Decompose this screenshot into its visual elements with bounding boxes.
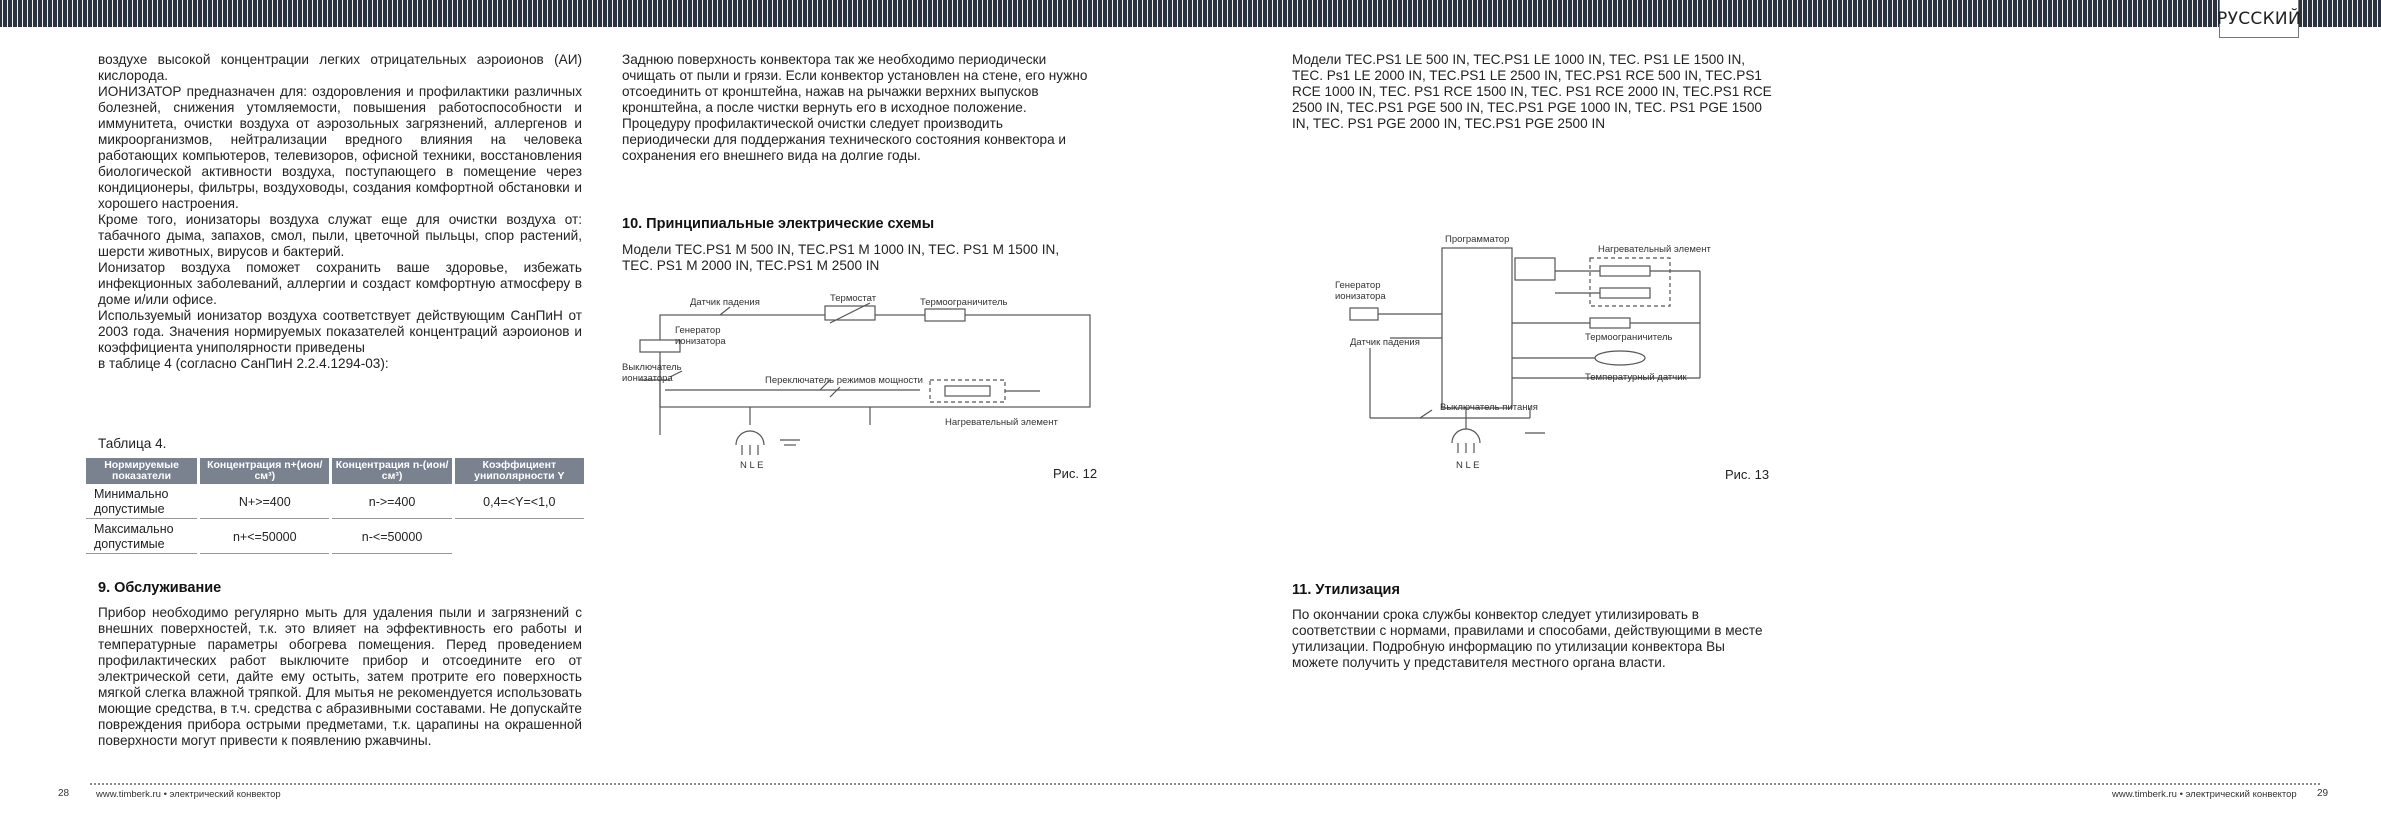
table-header: Нормируемые показатели <box>86 458 197 484</box>
table-row <box>86 521 584 554</box>
paragraph: Ионизатор воздуха поможет сохранить ваше здоровье, избежать инфекционных заболеваний, аллергии и создаст комфортную атмосферу в доме и/или офисе. <box>98 260 582 307</box>
table-cell: n+<=50000 <box>200 521 329 554</box>
header-stripe <box>0 0 2381 27</box>
footer-divider <box>90 783 2320 785</box>
table-cell: Максимально допустимые <box>86 521 197 554</box>
table-header: Коэффициент униполярности Y <box>455 458 584 484</box>
models-list-2: Модели TEC.PS1 LE 500 IN, TEC.PS1 LE 1000 IN, TEC. PS1 LE 1500 IN, TEC. Ps1 LE 2000 IN, TEC.PS1 LE 2500 IN, TEC.PS1 RCE 500 IN, TEC.PS1 RCE 1000 IN, TEC. PS1 RCE 1500 IN, TEC. PS1 RCE 2000 IN, TEC.PS1 RCE 2500 IN, TEC.PS1 PGE 500 IN, TEC.PS1 PGE 1000 IN, TEC. PS1 PGE 1500 IN, TEC. PS1 PGE 2000 IN, TEC.PS1 PGE 2500 IN <box>1292 52 1772 131</box>
paragraph: Кроме того, ионизаторы воздуха служат еще для очистки воздуха от: табачного дыма, запахов, смол, пыли, цветочной пыльцы, спор растений, шерсти животных, вирусов и бактерий. <box>98 212 582 259</box>
label-nle: N L E <box>740 460 764 471</box>
language-tab: РУССКИЙ <box>2219 0 2299 38</box>
label-fall-sensor: Датчик падения <box>1350 337 1420 348</box>
section-11-title: 11. Утилизация <box>1292 582 1400 598</box>
label-thermostat: Термостат <box>830 293 877 304</box>
section-11-text: По окончании срока службы конвектор следует утилизировать в соответствии с нормами, правилами и способами, действующими в месте утилизации. Подробную информацию по утилизации конвектора Вы можете получить у представителя местного органа власти. <box>1292 607 1763 670</box>
label-ion-generator: Генератор <box>675 325 721 336</box>
table-header: Концентрация n-(ион/см³) <box>332 458 451 484</box>
label-ion-switch: Выключатель <box>622 362 682 373</box>
cleaning-text <box>622 52 1092 164</box>
table-header: Концентрация n+(ион/см³) <box>200 458 329 484</box>
table-header-row <box>86 458 584 484</box>
figure-13-caption: Рис. 13 <box>1725 467 1770 482</box>
label-heating-element: Нагревательный элемент <box>945 417 1058 428</box>
section-10-title: 10. Принципиальные электрические схемы <box>622 216 935 232</box>
label-ion-generator: ионизатора <box>675 336 726 347</box>
table-cell <box>455 521 584 554</box>
intro-text <box>98 52 582 372</box>
paragraph: воздухе высокой концентрации легких отрицательных аэроионов (АИ) кислорода. <box>98 52 582 83</box>
table-cell: n-<=50000 <box>332 521 451 554</box>
label-heating-element: Нагревательный элемент <box>1598 244 1711 255</box>
footer-left-text: www.timberk.ru • электрический конвектор <box>96 789 281 800</box>
label-programmer: Программатор <box>1445 234 1510 245</box>
section-9-text: Прибор необходимо регулярно мыть для удаления пыли и загрязнений с внешних поверхностей, т.к. это влияет на эффективность его работы и температурные параметры обогрева помещения. Перед проведением профилактических работ выключите прибор и отсоедините его от электрической сети, дайте ему остыть, затем протрите его поверхность мягкой слегка влажной тряпкой. Для мытья не рекомендуется использовать моющие средства, в т.ч. средства с абразивными составами. Не допускайте повреждения прибора острыми предметами, т.к. царапины на окрашенной поверхности могут привести к появлению ржавчины. <box>98 605 582 748</box>
paragraph: Заднюю поверхность конвектора так же необходимо периодически очищать от пыли и грязи. Если конвектор установлен на стене, его нужно отсоединить от кронштейна, нажав на рычажки верхних выпусков кронштейна, а после чистки вернуть его в исходное положение. <box>622 52 1088 115</box>
footer-right-text: www.timberk.ru • электрический конвектор <box>2112 789 2297 800</box>
ion-table <box>83 456 587 556</box>
table-cell: Минимально допустимые <box>86 486 197 519</box>
table-cell: n->=400 <box>332 486 451 519</box>
label-power-switch: Выключатель питания <box>1440 402 1538 413</box>
wiring-diagram-fig13 <box>1330 228 1730 483</box>
label-ion-generator: ионизатора <box>1335 291 1386 302</box>
paragraph: Процедуру профилактической очистки следует производить периодически для поддержания технического состояния конвектора и сохранения его внешнего вида на долгие годы. <box>622 116 1067 163</box>
label-ion-generator: Генератор <box>1335 280 1381 291</box>
label-nle: N L E <box>1456 460 1480 471</box>
label-fall-sensor: Датчик падения <box>690 297 760 308</box>
table-cell: 0,4=<Y=<1,0 <box>455 486 584 519</box>
table-row <box>86 486 584 519</box>
paragraph: в таблице 4 (согласно СанПиН 2.2.4.1294-03): <box>98 356 389 371</box>
paragraph: Используемый ионизатор воздуха соответствует действующим СанПиН от 2003 года. Значения нормируемых показателей концентраций аэроионов и коэффициента униполярности приведены <box>98 308 582 355</box>
figure-12-caption: Рис. 12 <box>1053 466 1098 481</box>
page-number-right: 29 <box>2317 788 2329 799</box>
table-cell: N+>=400 <box>200 486 329 519</box>
section-9-title: 9. Обслуживание <box>98 580 222 596</box>
label-ion-switch: ионизатора <box>622 373 673 384</box>
label-thermal-limiter: Термоограничитель <box>1585 332 1673 343</box>
label-temp-sensor: Температурный датчик <box>1585 372 1687 383</box>
models-list-1: Модели TEC.PS1 M 500 IN, TEC.PS1 M 1000 IN, TEC. PS1 M 1500 IN, TEC. PS1 M 2000 IN, TEC.PS1 M 2500 IN <box>622 242 1060 273</box>
page-number-left: 28 <box>58 788 70 799</box>
wiring-diagram-fig12 <box>620 285 1100 475</box>
table-caption: Таблица 4. <box>98 436 167 451</box>
label-mode-switch: Переключатель режимов мощности <box>765 375 923 386</box>
paragraph: ИОНИЗАТОР предназначен для: оздоровления и профилактики различных болезней, снижения утомляемости, повышения работоспособности и иммунитета, очистки воздуха от аэрозольных загрязнений, аллергенов и микроорганизмов, нейтрализации вредного влияния на человека работающих компьютеров, телевизоров, офисной техники, восстановления биологической активности воздуха, поступающего в помещение через кондиционеры, фильтры, воздуховоды, создания комфортной обстановки и хорошего настроения. <box>98 84 582 211</box>
label-thermal-limiter: Термоограничитель <box>920 297 1008 308</box>
